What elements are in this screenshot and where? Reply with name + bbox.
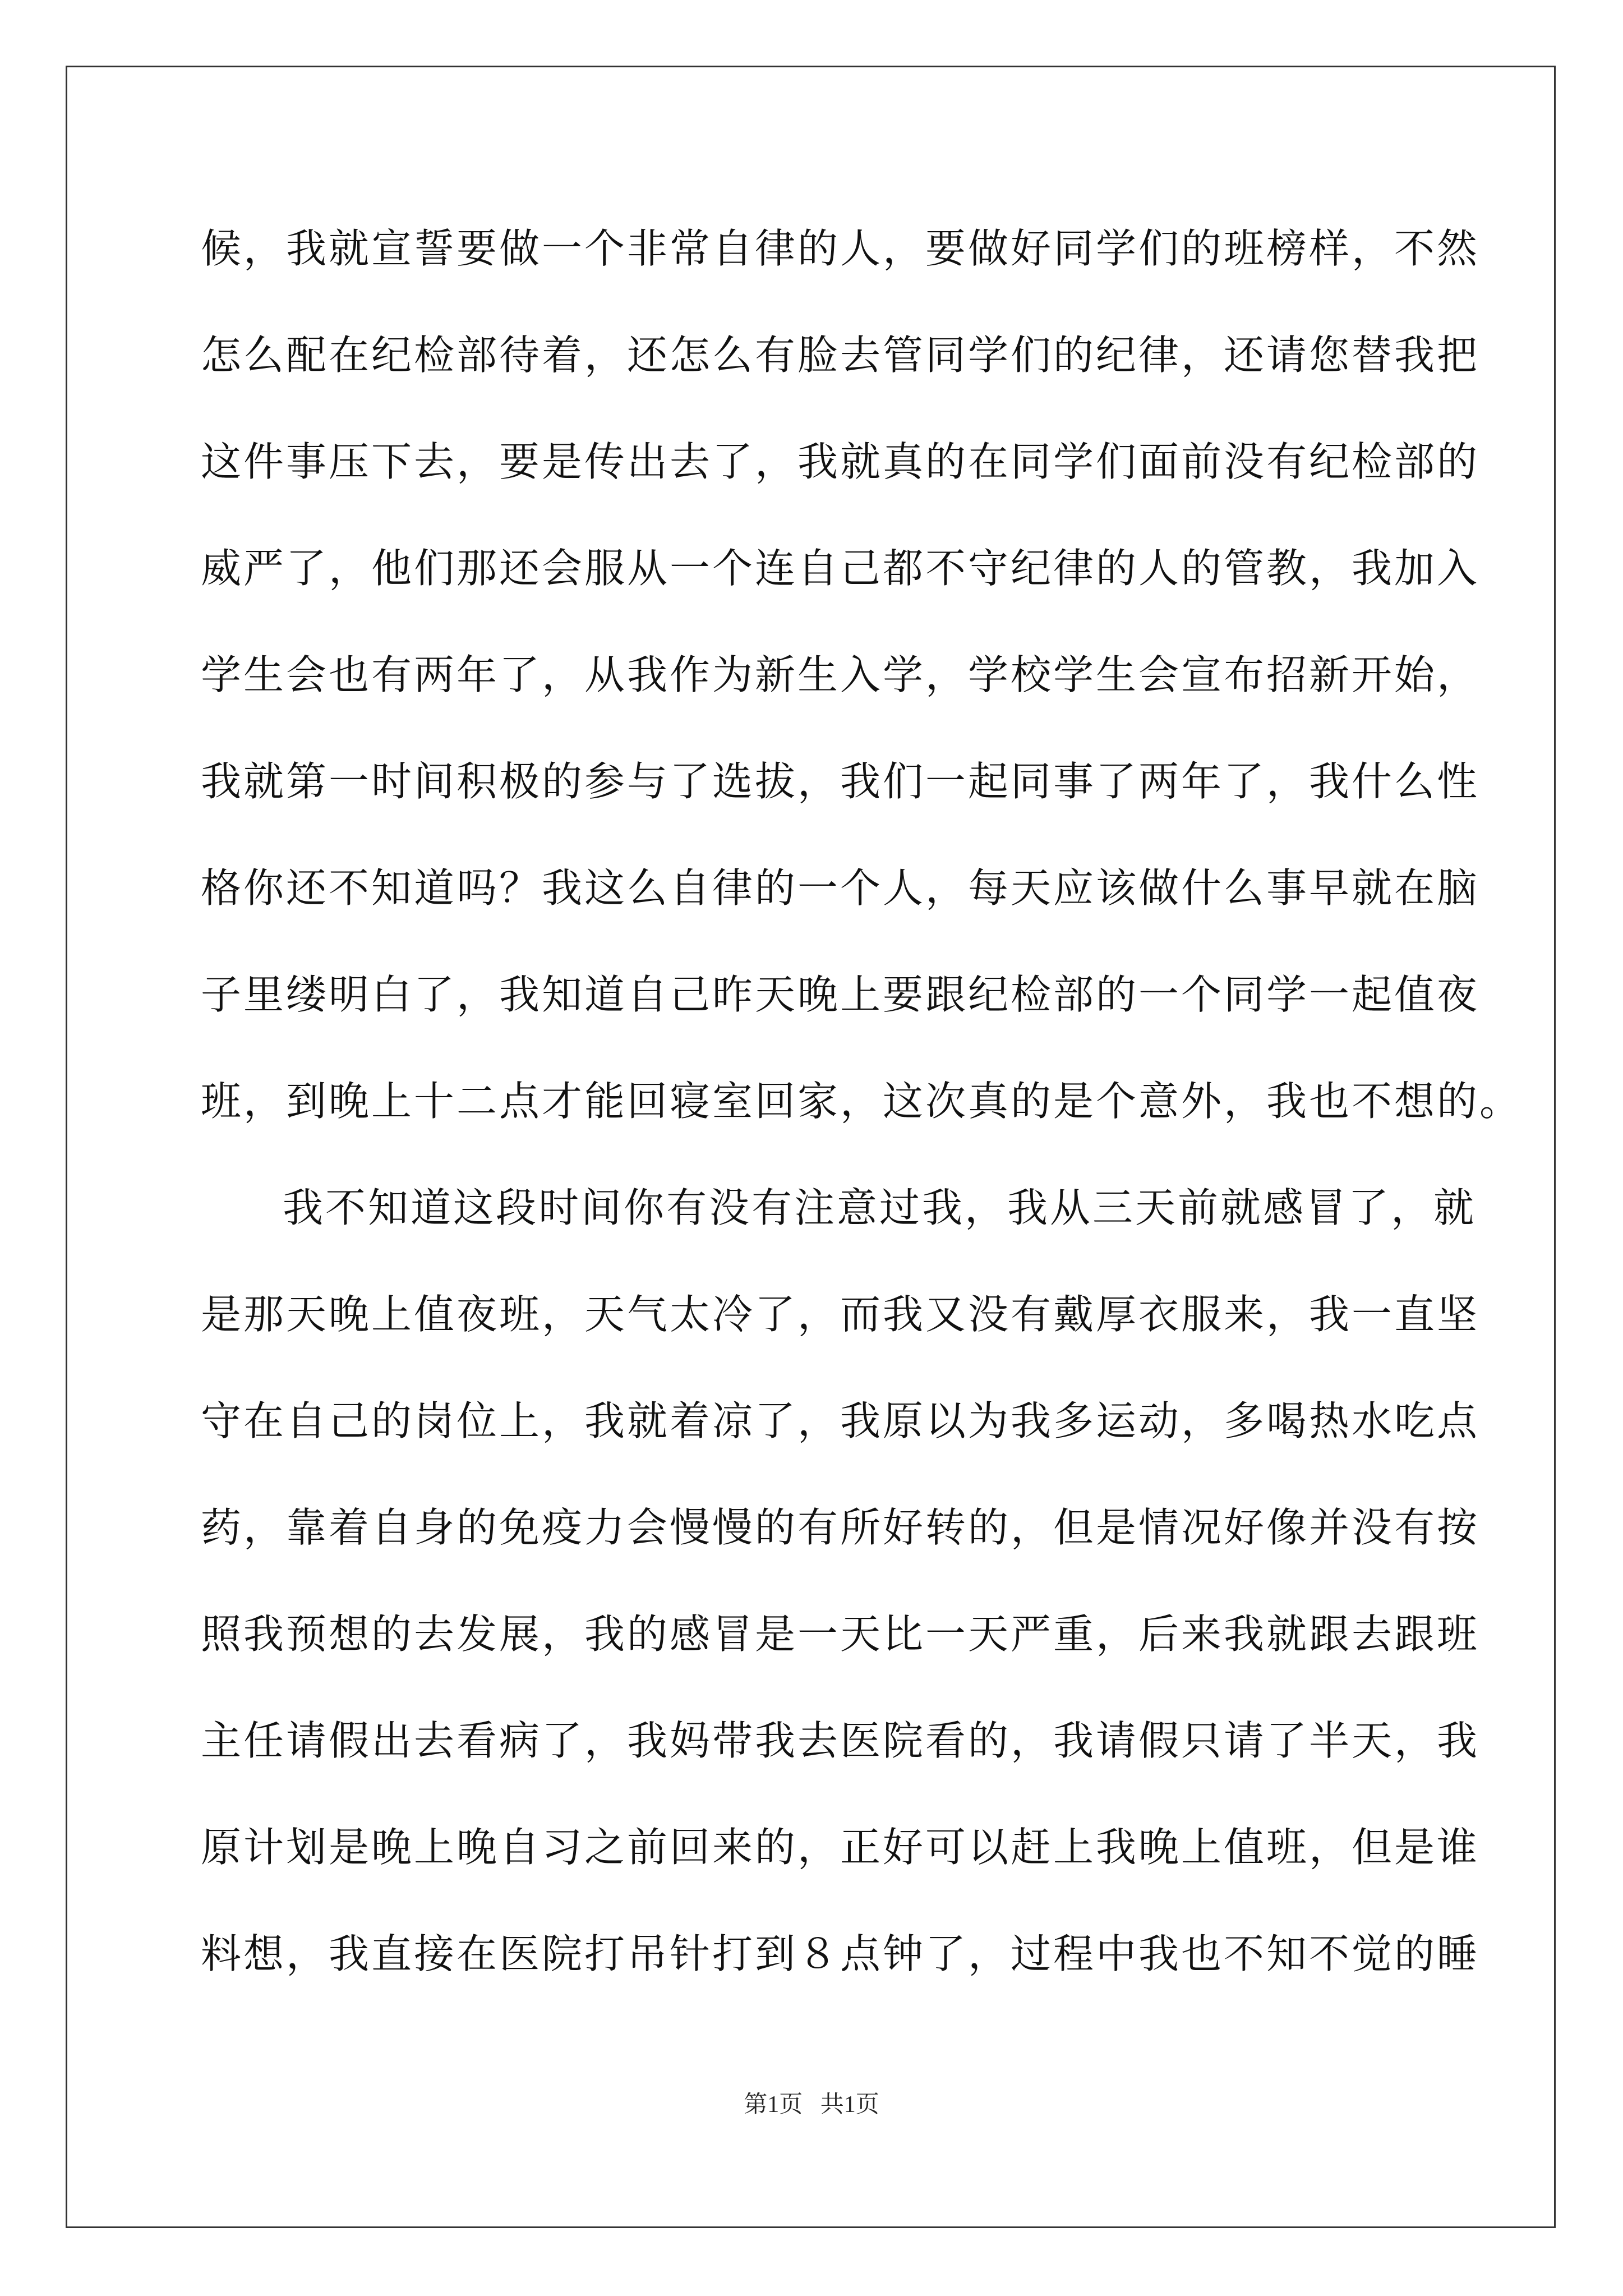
text-line: 原计划是晚上晚自习之前回来的，正好可以赶上我晚上值班，但是谁 [201, 1824, 1480, 1871]
text-line: 是那天晚上值夜班，天气太冷了，而我又没有戴厚衣服来，我一直坚 [201, 1291, 1480, 1338]
text-line: 我就第一时间积极的参与了选拔，我们一起同事了两年了，我什么性 [201, 758, 1480, 805]
text-line: 照我预想的去发展，我的感冒是一天比一天严重，后来我就跟去跟班 [201, 1611, 1480, 1658]
text-line: 子里缕明白了，我知道自己昨天晚上要跟纪检部的一个同学一起值夜 [201, 971, 1480, 1018]
text-line: 守在自己的岗位上，我就着凉了，我原以为我多运动，多喝热水吃点 [201, 1397, 1480, 1444]
text-line: 主任请假出去看病了，我妈带我去医院看的，我请假只请了半天，我 [201, 1717, 1480, 1764]
text-line: 候，我就宣誓要做一个非常自律的人，要做好同学们的班榜样，不然 [201, 225, 1480, 272]
text-line: 药，靠着自身的免疫力会慢慢的有所好转的，但是情况好像并没有按 [201, 1504, 1480, 1551]
text-line: 怎么配在纪检部待着，还怎么有脸去管同学们的纪律，还请您替我把 [201, 332, 1480, 379]
text-line: 威严了，他们那还会服从一个连自己都不守纪律的人的管教，我加入 [201, 545, 1480, 592]
document-body [201, 213, 1523, 2025]
text-line: 班，到晚上十二点才能回寝室回家，这次真的是个意外，我也不想的。 [201, 1078, 1523, 1125]
text-line: 学生会也有两年了，从我作为新生入学，学校学生会宣布招新开始， [201, 651, 1480, 698]
paragraph-start-line: 我不知道这段时间你有没有注意过我，我从三天前就感冒了，就 [283, 1184, 1477, 1231]
text-line: 格你还不知道吗？我这么自律的一个人，每天应该做什么事早就在脑 [201, 864, 1480, 912]
text-line: 料想，我直接在医院打吊针打到８点钟了，过程中我也不知不觉的睡 [201, 1930, 1480, 1977]
page-number-footer: 第1页 共1页 [744, 2092, 879, 2118]
text-line: 这件事压下去，要是传出去了，我就真的在同学们面前没有纪检部的 [201, 438, 1480, 485]
